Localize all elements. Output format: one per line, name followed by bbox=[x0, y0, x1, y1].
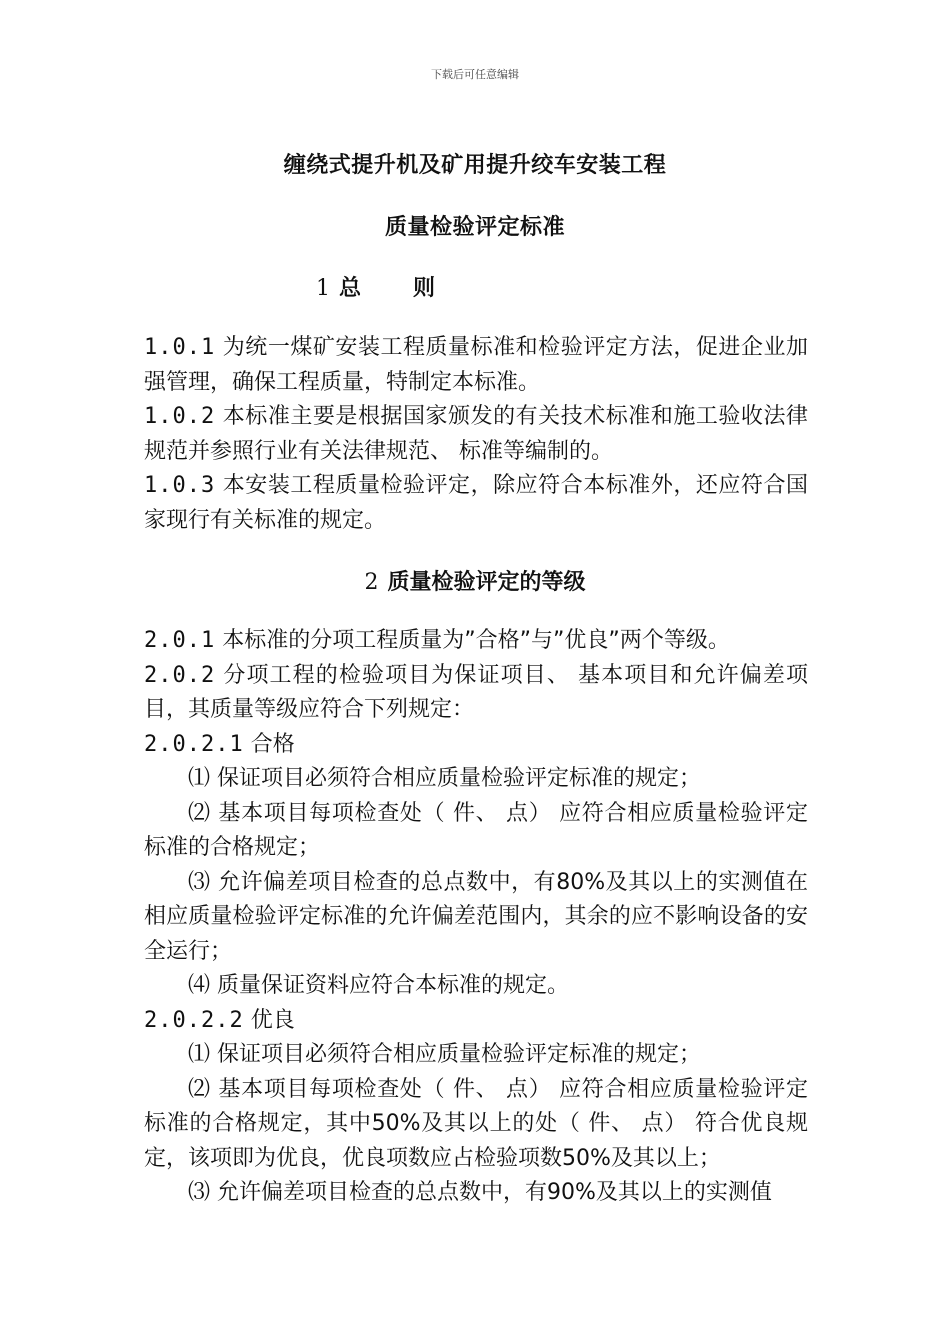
clause-text: 合格 bbox=[250, 731, 295, 757]
clause-number: 2.0.2.2 bbox=[144, 1007, 244, 1033]
hege-item: ⑵ 基本项目每项检查处（ 件、 点） 应符合相应质量检验评定标准的合格规定； bbox=[144, 800, 808, 860]
clause-1-0-2 bbox=[144, 400, 808, 469]
header-note: 下载后可任意编辑 bbox=[431, 68, 519, 81]
section1-title-b: 则 bbox=[413, 276, 436, 301]
clause-text: 分项工程的检验项目为保证项目、 基本项目和允许偏差项目，其质量等级应符合下列规定： bbox=[144, 662, 808, 722]
hege-item: ⑷ 质量保证资料应符合本标准的规定。 bbox=[188, 973, 569, 998]
section2-heading bbox=[0, 565, 950, 596]
clause-text: 为统一煤矿安装工程质量标准和检验评定方法，促进企业加强管理，确保工程质量，特制定本标准。 bbox=[144, 335, 808, 395]
clause-text: 优良 bbox=[250, 1007, 295, 1033]
section1-heading bbox=[316, 271, 435, 302]
document-title-line2: 质量检验评定标准 bbox=[384, 215, 565, 240]
section2-body bbox=[144, 624, 808, 1211]
clause-number: 1.0.1 bbox=[144, 335, 216, 360]
clause-number: 1.0.2 bbox=[144, 404, 216, 429]
section1-number: 1 bbox=[316, 276, 331, 301]
document-title-line1: 缠绕式提升机及矿用提升绞车安装工程 bbox=[283, 153, 667, 178]
clause-1-0-1 bbox=[144, 331, 808, 400]
section2-number: 2 bbox=[364, 570, 380, 595]
section1-title-a: 总 bbox=[339, 276, 362, 301]
clause-number: 2.0.1 bbox=[144, 628, 216, 653]
clause-text: 本安装工程质量检验评定，除应符合本标准外，还应符合国家现行有关标准的规定。 bbox=[144, 473, 808, 533]
hege-item: ⑶ 允许偏差项目检查的总点数中，有80%及其以上的实测值在相应质量检验评定标准的允许偏差范围内，其余的应不影响设备的安全运行； bbox=[144, 869, 808, 964]
clause-2-0-2-1 bbox=[144, 728, 808, 763]
youliang-item: ⑵ 基本项目每项检查处（ 件、 点） 应符合相应质量检验评定标准的合格规定，其中50%及其以上的处（ 件、 点） 符合优良规定，该项即为优良，优良项数应占检验项数50%及其以上； bbox=[144, 1076, 808, 1171]
clause-number: 2.0.2.1 bbox=[144, 731, 244, 757]
clause-2-0-2-2 bbox=[144, 1004, 808, 1039]
clause-text: 本标准主要是根据国家颁发的有关技术标准和施工验收法律规范并参照行业有关法律规范、 标准等编制的。 bbox=[144, 404, 808, 464]
youliang-item: ⑴ 保证项目必须符合相应质量检验评定标准的规定； bbox=[188, 1042, 701, 1067]
youliang-item: ⑶ 允许偏差项目检查的总点数中，有90%及其以上的实测值 bbox=[188, 1180, 772, 1205]
clause-text: 本标准的分项工程质量为”合格”与”优良”两个等级。 bbox=[222, 628, 730, 653]
clause-1-0-3 bbox=[144, 469, 808, 538]
clause-2-0-1 bbox=[144, 624, 808, 659]
section1-body bbox=[144, 331, 808, 538]
clause-number: 1.0.3 bbox=[144, 473, 216, 498]
clause-number: 2.0.2 bbox=[144, 662, 216, 688]
clause-2-0-2 bbox=[144, 659, 808, 728]
section2-title: 质量检验评定的等级 bbox=[387, 570, 586, 595]
hege-item: ⑴ 保证项目必须符合相应质量检验评定标准的规定； bbox=[188, 766, 701, 791]
